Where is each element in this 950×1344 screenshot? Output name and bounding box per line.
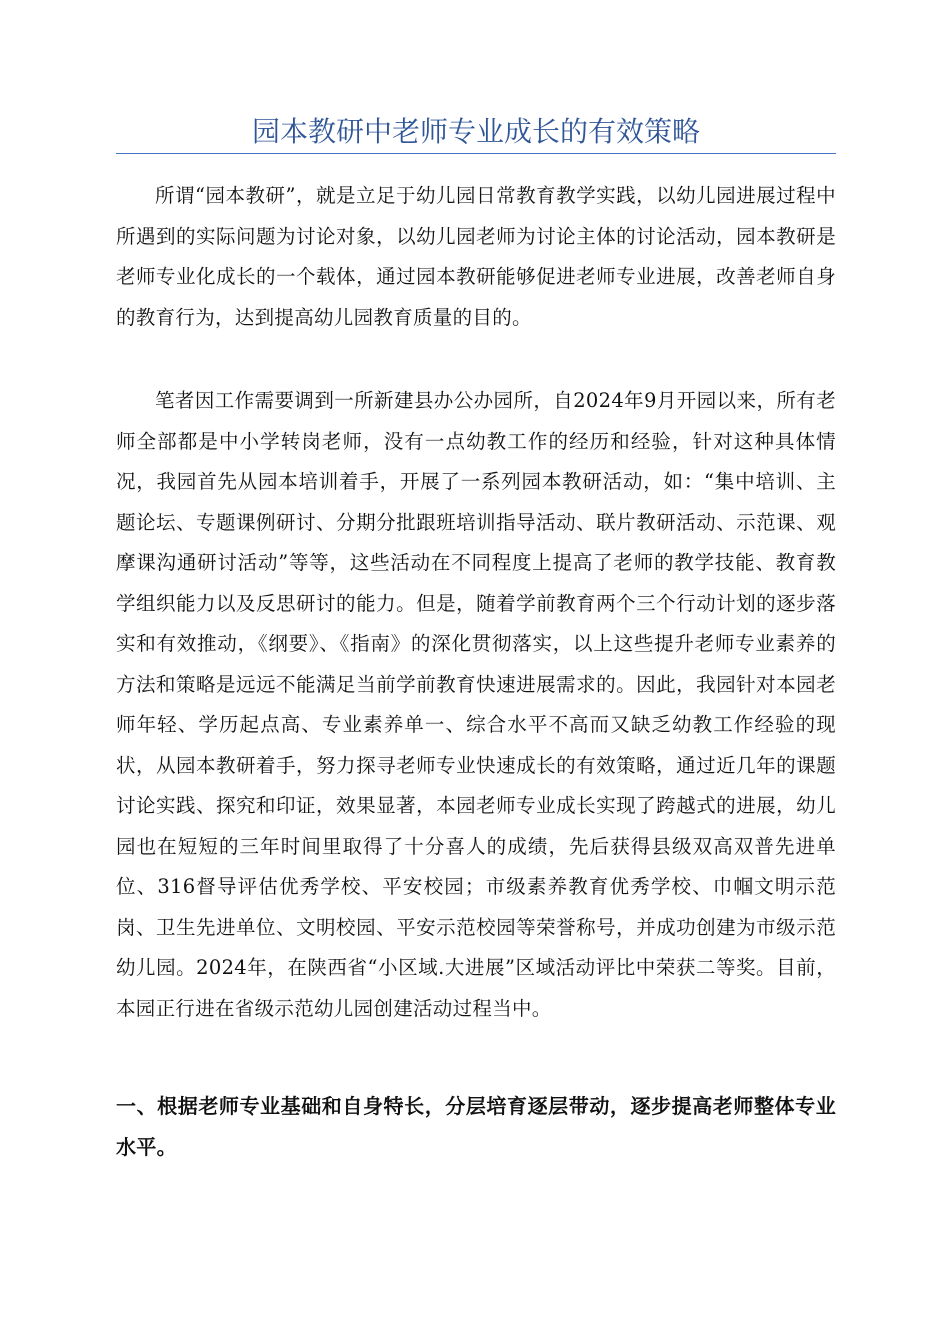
title-underline: [116, 153, 836, 154]
document-title: 园本教研中老师专业成长的有效策略: [251, 115, 700, 148]
paragraph-background: 笔者因工作需要调到一所新建县办公办园所，自2024年9月开园以来，所有老师全部都是中小学转岗老师，没有一点幼教工作的经历和经验，针对这种具体情况，我园首先从园本培训着手，开展了一系列园本教研活动，如：“集中培训、主题论坛、专题课例研讨、分期分批跟班培训指导活动、联片教研活动、示范课、观摩课沟通研讨活动”等等，这些活动在不同程度上提高了老师的教学技能、教育教学组织能力以及反思研讨的能力。但是，随着学前教育两个三个行动计划的逐步落实和有效推动，《纲要》、《指南》的深化贯彻落实，以上这些提升老师专业素养的方法和策略是远远不能满足当前学前教育快速进展需求的。因此，我园针对本园老师年轻、学历起点高、专业素养单一、综合水平不高而又缺乏幼教工作经验的现状，从园本教研着手，努力探寻老师专业快速成长的有效策略，通过近几年的课题讨论实践、探究和印证，效果显著，本园老师专业成长实现了跨越式的进展，幼儿园也在短短的三年时间里取得了十分喜人的成绩，先后获得县级双高双普先进单位、316督导评估优秀学校、平安校园；市级素养教育优秀学校、巾帼文明示范岗、卫生先进单位、文明校园、平安示范校园等荣誉称号，并成功创建为市级示范幼儿园。2024年，在陕西省“小区域.大进展”区域活动评比中荣获二等奖。目前，本园正行进在省级示范幼儿园创建活动过程当中。: [116, 389, 836, 1020]
section-heading: 一、根据老师专业基础和自身特长，分层培育逐层带动，逐步提高老师整体专业水平。: [116, 1094, 836, 1159]
paragraph-intro: 所谓“园本教研”，就是立足于幼儿园日常教育教学实践，以幼儿园进展过程中所遇到的实际问题为讨论对象，以幼儿园老师为讨论主体的讨论活动，园本教研是老师专业化成长的一个载体，通过园本教研能够促进老师专业进展，改善老师自身的教育行为，达到提高幼儿园教育质量的目的。: [116, 184, 836, 329]
